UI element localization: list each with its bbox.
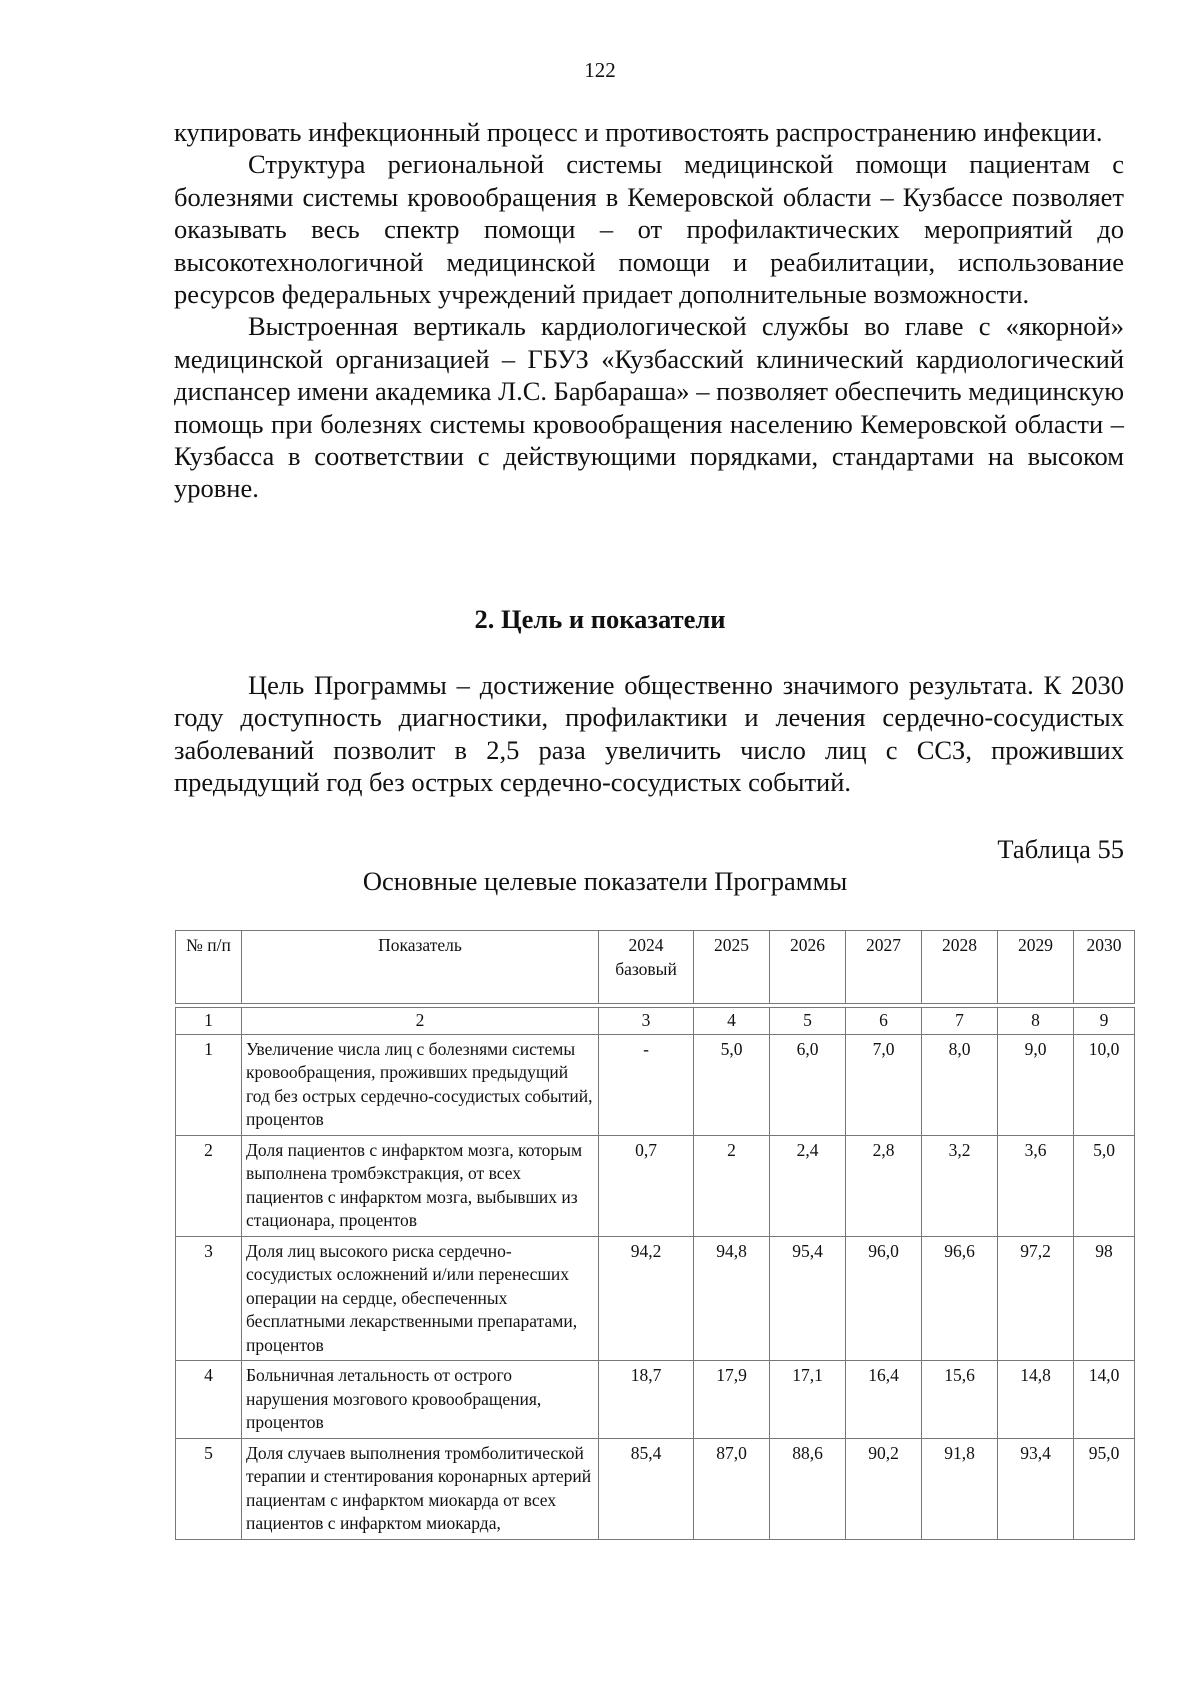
row-value: 8,0 [922,1034,998,1135]
row-value: 10,0 [1074,1034,1135,1135]
row-value: 14,0 [1074,1361,1135,1439]
column-number: 4 [694,1008,770,1035]
row-value: 5,0 [694,1034,770,1135]
column-number: 7 [922,1008,998,1035]
column-number-row [176,1008,1135,1035]
intro-paragraph-2: Структура региональной системы медицинской помощи пациентам с болезнями системы кровообращения в Кемеровской области – Кузбассе позволяет оказывать весь спектр помощи – от профилактических мероприятий до высокотехнологичной медицинской помощи и реабилитации, использование ресурсов федеральных учреждений придает дополнительные возможности. [174,149,1124,310]
row-value: 18,7 [599,1361,694,1439]
table-row [176,1034,1135,1135]
row-value: 2 [694,1135,770,1236]
row-value: 15,6 [922,1361,998,1439]
row-value: 9,0 [998,1034,1074,1135]
row-value: 91,8 [922,1438,998,1539]
row-indicator: Доля лиц высокого риска сердечно-сосудистых осложнений и/или перенесших операции на сердце, обеспеченных бесплатными лекарственными препаратами, процентов [242,1236,599,1361]
row-value: 96,0 [846,1236,922,1361]
row-value: 94,8 [694,1236,770,1361]
row-value: 90,2 [846,1438,922,1539]
header-2028: 2028 [922,931,998,1004]
row-number: 2 [176,1135,242,1236]
row-value: 96,6 [922,1236,998,1361]
row-value: 2,4 [770,1135,846,1236]
row-indicator: Увеличение числа лиц с болезнями системы кровообращения, проживших предыдущий год без острых сердечно-сосудистых событий, процентов [242,1034,599,1135]
column-number: 1 [176,1008,242,1035]
header-2024: 2024 базовый [599,931,694,1004]
intro-text [174,116,1124,505]
page-number: 122 [584,58,616,82]
row-value: 5,0 [1074,1135,1135,1236]
header-indicator: Показатель [242,931,599,1004]
table-row [176,1236,1135,1361]
row-value: 7,0 [846,1034,922,1135]
row-value: 85,4 [599,1438,694,1539]
row-number: 4 [176,1361,242,1439]
column-number: 2 [242,1008,599,1035]
intro-paragraph-3: Выстроенная вертикаль кардиологической службы во главе с «якорной» медицинской организацией – ГБУЗ «Кузбасский клинический кардиологический диспансер имени академика Л.С. Барбараша» – позволяет обеспечить медицинскую помощь при болезнях системы кровообращения населению Кемеровской области – Кузбасса в соответствии с действующими порядками, стандартами на высоком уровне. [174,311,1124,504]
row-indicator: Больничная летальность от острого нарушения мозгового кровообращения, процентов [242,1361,599,1439]
header-2027: 2027 [846,931,922,1004]
row-value: 98 [1074,1236,1135,1361]
row-value: 0,7 [599,1135,694,1236]
header-row [176,931,1135,1004]
section-heading: 2. Цель и показатели [474,604,726,634]
row-value: 17,1 [770,1361,846,1439]
row-value: 87,0 [694,1438,770,1539]
row-value: 6,0 [770,1034,846,1135]
row-value: 17,9 [694,1361,770,1439]
column-number: 8 [998,1008,1074,1035]
row-value: 93,4 [998,1438,1074,1539]
row-value: 95,0 [1074,1438,1135,1539]
header-2026: 2026 [770,931,846,1004]
header-num: № п/п [176,931,242,1004]
row-value: 88,6 [770,1438,846,1539]
table-label: Таблица 55 [997,834,1124,864]
row-value: 97,2 [998,1236,1074,1361]
goal-paragraph: Цель Программы – достижение общественно значимого результата. К 2030 году доступность диагностики, профилактики и лечения сердечно-сосудистых заболеваний позволит в 2,5 раза увеличить число лиц с ССЗ, проживших предыдущий год без острых сердечно-сосудистых событий. [174,670,1124,798]
row-value: 3,6 [998,1135,1074,1236]
row-indicator: Доля пациентов с инфарктом мозга, которым выполнена тромбэкстракция, от всех пациентов с инфарктом мозга, выбывших из стационара, процентов [242,1135,599,1236]
row-number: 3 [176,1236,242,1361]
intro-paragraph-1: купировать инфекционный процесс и противостоять распространению инфекции. [174,117,1103,147]
column-number: 3 [599,1008,694,1035]
row-value: 95,4 [770,1236,846,1361]
row-value: 14,8 [998,1361,1074,1439]
column-number: 6 [846,1008,922,1035]
row-number: 1 [176,1034,242,1135]
goal-text [174,669,1124,799]
header-2025: 2025 [694,931,770,1004]
column-number: 5 [770,1008,846,1035]
table-title: Основные целевые показатели Программы [362,866,848,896]
header-2029: 2029 [998,931,1074,1004]
table-row [176,1438,1135,1539]
row-value: 16,4 [846,1361,922,1439]
row-value: 94,2 [599,1236,694,1361]
column-number: 9 [1074,1008,1135,1035]
row-value: 3,2 [922,1135,998,1236]
header-2030: 2030 [1074,931,1135,1004]
indicators-table [175,1007,1135,1540]
table-row [176,1135,1135,1236]
row-value: 2,8 [846,1135,922,1236]
row-number: 5 [176,1438,242,1539]
table-header [175,930,1135,1004]
row-indicator: Доля случаев выполнения тромболитической терапии и стентирования коронарных артерий пациентам с инфарктом миокарда от всех пациентов с инфарктом миокарда, [242,1438,599,1539]
table-row [176,1361,1135,1439]
row-value: - [599,1034,694,1135]
